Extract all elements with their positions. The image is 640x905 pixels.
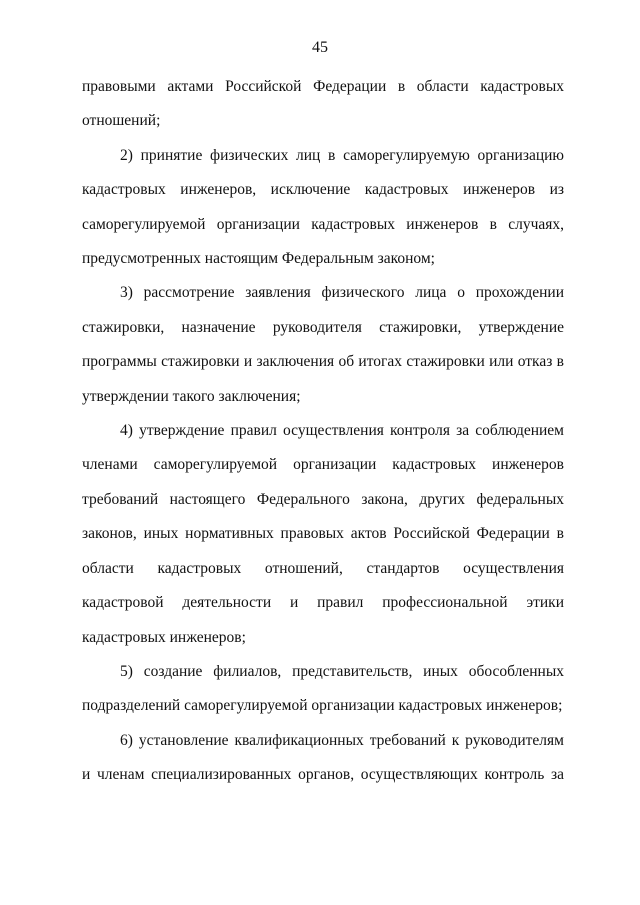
paragraph-item-4: 4) утверждение правил осуществления контроля за соблюдением членами саморегулируемой организации кадастровых инженеров требований настоящего Федерального закона, других федеральных законов, иных нормативных правовых актов Российской Федерации в области кадастровых отношений, стандартов осуществления кадастровой деятельности и правил профессиональной этики кадастровых инженеров; (82, 422, 564, 646)
paragraph-item-2: 2) принятие физических лиц в саморегулируемую организацию кадастровых инженеров, исключение кадастровых инженеров из саморегулируемой организации кадастровых инженеров в случаях, предусмотренных настоящим Федеральным законом; (82, 146, 564, 268)
paragraph-item-5: 5) создание филиалов, представительств, иных обособленных подразделений саморегулируемой организации кадастровых инженеров; (82, 662, 564, 715)
document-body (82, 70, 564, 793)
page-number: 45 (312, 39, 328, 56)
paragraph-item-6: 6) установление квалификационных требований к руководителям и членам специализированных органов, осуществляющих контроль за (82, 731, 564, 784)
paragraph-item-3: 3) рассмотрение заявления физического лица о прохождении стажировки, назначение руководителя стажировки, утверждение программы стажировки и заключения об итогах стажировки или отказ в утверждении такого заключения; (82, 284, 564, 405)
paragraph-continuation: правовыми актами Российской Федерации в области кадастровых отношений; (82, 78, 564, 130)
